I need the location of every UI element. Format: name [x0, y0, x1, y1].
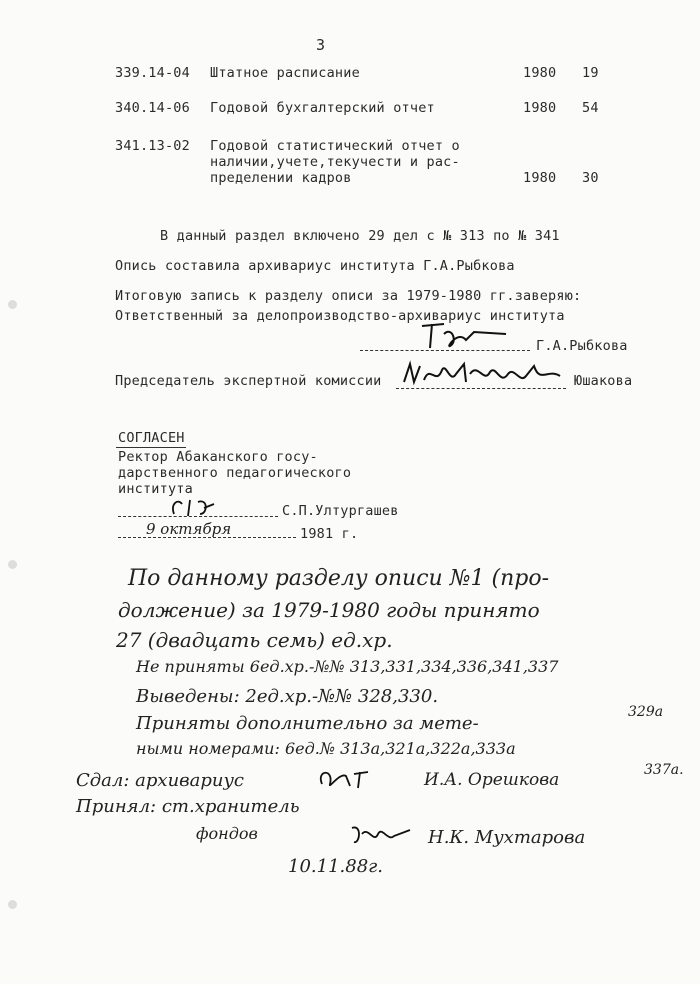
approval-rector-line3: института — [118, 481, 193, 497]
hw-handed-over: Сдал: архивариус — [76, 770, 245, 791]
hw-oreshkova: И.А. Орешкова — [424, 770, 560, 790]
approval-date-handwritten: 9 октября — [146, 520, 232, 538]
signature-name-yushakova: Юшакова — [574, 373, 633, 389]
approval-heading: СОГЛАСЕН — [118, 430, 185, 446]
hw-received: Принял: ст.хранитель — [76, 796, 300, 817]
approval-rector-line1: Ректор Абаканского госу- — [118, 449, 318, 465]
row-340-num: 340.14-06 — [115, 100, 190, 116]
row-341-title-line1: Годовой статистический отчет о — [210, 138, 460, 154]
row-339-title: Штатное расписание — [210, 65, 360, 81]
hw-line-2: должение) за 1979-1980 годы принято — [118, 598, 540, 622]
approval-year: 1981 г. — [300, 526, 359, 542]
signature-name-rybkova: Г.А.Рыбкова — [536, 338, 628, 354]
summary-chairman-line: Председатель экспертной комиссии — [115, 373, 382, 389]
row-341-num: 341.13-02 — [115, 138, 190, 154]
hw-line-6-superscript: 329а — [628, 704, 664, 720]
summary-compiled-line: Опись составила архивариус института Г.А.Рыбкова — [115, 258, 515, 274]
hw-line-7: ными номерами: 6ед.№ 313а,321а,322а,333а — [136, 739, 516, 758]
hw-mukhtarova: Н.К. Мухтарова — [428, 827, 586, 848]
signature-mukhtarova — [348, 822, 414, 848]
row-339-year: 1980 — [523, 65, 557, 81]
signature-oreshkova — [316, 766, 374, 792]
summary-responsible-line: Ответственный за делопроизводство-архивариус института — [115, 308, 565, 324]
hw-line-5: Выведены: 2ед.хр.-№№ 328,330. — [136, 686, 439, 707]
row-339-num: 339.14-04 — [115, 65, 190, 81]
summary-count-line: В данный раздел включено 29 дел с № 313 по № 341 — [160, 228, 560, 244]
hw-line-1: По данному разделу описи №1 (про- — [128, 566, 550, 591]
approval-rector-line2: дарственного педагогического — [118, 465, 352, 481]
hw-line-3: 27 (двадцать семь) ед.хр. — [116, 628, 393, 652]
row-341-year: 1980 — [523, 170, 557, 186]
hw-date: 10.11.88г. — [288, 856, 383, 877]
page-number: 3 — [316, 36, 326, 54]
row-340-title: Годовой бухгалтерский отчет — [210, 100, 435, 116]
summary-certify-line: Итоговую запись к разделу описи за 1979-1980 гг.заверяю: — [115, 288, 582, 304]
hw-line-6: Приняты дополнительно за мете- — [136, 713, 479, 734]
signature-rybkova — [418, 320, 508, 352]
row-341-count: 30 — [582, 170, 599, 186]
signature-yushakova — [400, 358, 565, 390]
row-341-title-line3: пределении кадров — [210, 170, 352, 186]
hw-funds: фондов — [196, 824, 258, 843]
hw-line-4: Не приняты 6ед.хр.-№№ 313,331,334,336,341,337 — [136, 657, 559, 676]
approval-heading-underline — [116, 447, 186, 448]
approval-name: С.П.Ултургашев — [282, 503, 399, 519]
row-340-year: 1980 — [523, 100, 557, 116]
row-340-count: 54 — [582, 100, 599, 116]
signature-ultugashev — [168, 494, 218, 518]
row-341-title-line2: наличии,учете,текучести и рас- — [210, 154, 460, 170]
hw-line-7-continuation: 337а. — [644, 762, 684, 778]
row-339-count: 19 — [582, 65, 599, 81]
